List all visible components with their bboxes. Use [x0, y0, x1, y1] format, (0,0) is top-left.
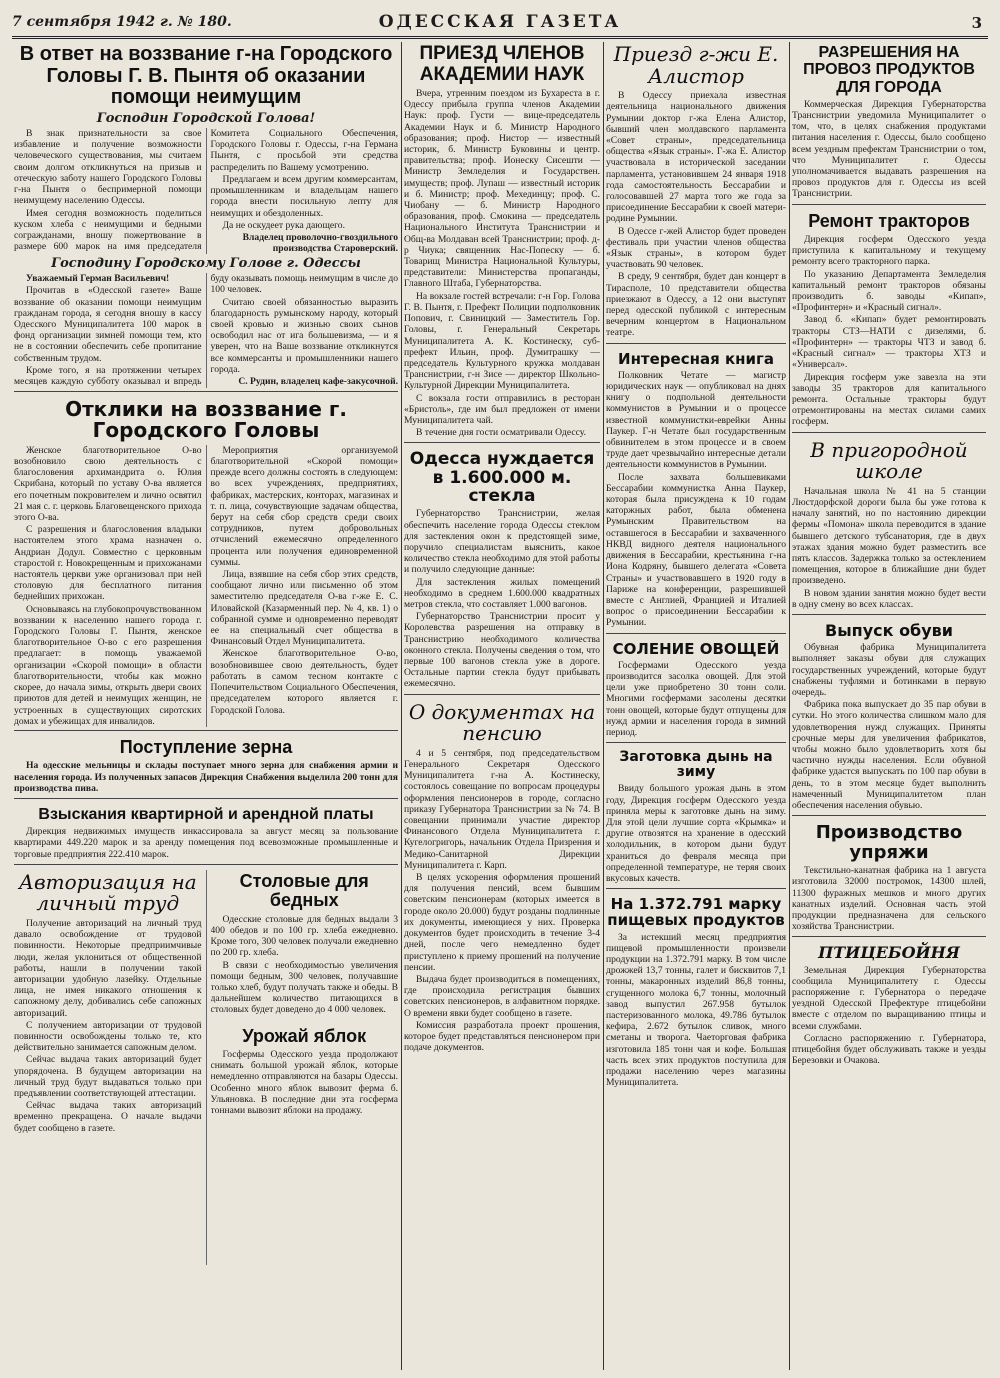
paragraph: Губернаторство Транснистрии просит у Королевства разрешения на отправку в Транснистрию необходимого количества оконного стекла. Получены сведения о том, что первые 100 вагонов стекла уже в дороге. Остальные партии стекла будут прибывать ежемесячно. [404, 611, 600, 690]
article-title: ПТИЦЕБОЙНЯ [818, 943, 960, 963]
article-title: Интересная книга [618, 349, 774, 368]
signature: Владелец проволочно-гвоздильного производства Староверский. [242, 231, 398, 254]
paragraph: Считаю своей обязанностью выразить благодарность румынскому народу, который своей кровью и жизнью своих сынов освободил нас от ига большевизма, — и я уверен, что на Ваше воззвание откликнутся все коммерсанты и промышленники нашего города. [210, 296, 398, 375]
paragraph: Лица, взявшие на себя сбор этих средств, сообщают лично или письменно об этом заместителю председателя О-ва г-же Е. С. Иловайской (Казарменный пер. № 4, кв. 1) о собранной сумме и одновременно переводят ее на специальный счет общества в Финансовый Отдел Муниципалитета. [210, 569, 398, 648]
paragraph: В Одессе г-жей Алистор будет проведен фестиваль при участии членов общества «Язык страны», в котором будет участвовать 90 человек. [606, 225, 786, 271]
paragraph: Мероприятия организуемой благотворительной «Скорой помощи» прежде всего должны состоять в следующем: во всех учреждениях, предприятиях, фабриках, мастерских, конторах, магазинах и т. п. лица, сочувствующие задачам общества, берут на себя сбор средств среди своих сотрудников, путем добровольных отчислений ежемесячно определенного процента или получения единовременной суммы. [210, 444, 398, 568]
paragraph: На вокзале гостей встречали: г-н Гор. Голова Г. В. Пынтя, г. Префект Полиции подполковник Попович, г. Свиницкий — Заместитель Гор. Головы, г. Генеральный Секретарь Муниципалитета А. К. Костинеску, суб-префект Ильин, проф. Думитрашку — председатель Культурного кружка молдаван Транснистрии, г-н Зисе — директор Школьно-Культурной Дирекции Муниципалитета. [404, 290, 600, 392]
letter-heading: Господину Городскому Голове г. Одессы [51, 255, 361, 271]
article-title: В пригородной школе [810, 437, 968, 484]
article-canteens [211, 870, 399, 1020]
article-title: Столовые для бедных [239, 870, 369, 911]
paragraph: 4 и 5 сентября, под председательством Генерального Секретаря Одесского Муниципалитета г-на А. Костинеску, состоялось совещание по вопросам процедуры оформления пенсионеров в городе, согласно приказу Губернатора Транснистрии за № 74. В совещании принимали участие директор Финансового Отдела Муниципалитета г. Кугелогригорь, начальник Отдела Призрения и Медико-Санитарной Дирекции Муниципалитета г. Карп. [404, 747, 600, 871]
paragraph: Да не оскудеет рука дающего. [222, 219, 345, 231]
paragraph: Обувная фабрика Муниципалитета выполняет заказы обуви для служащих государственных учреждений, которые будут снабжены туфлями и ботинками в первую очередь. [792, 642, 986, 699]
article-book [606, 349, 786, 634]
article-academy [404, 42, 600, 443]
paragraph: Губернаторство Транснистрии, желая обеспечить население города Одессы стеклом для застекления окон к предстоящей зиме, поручило специалистам выяснить, какое количество стекла необходимо для этой работы и получило следующие данные: [404, 508, 600, 576]
article-title: Поступление зерна [119, 736, 293, 757]
article-tractors [792, 210, 986, 433]
paragraph: Сейчас выдача таких авторизаций будет упорядочена. В будущем авторизации на личный труд будут выдаваться только при предъявлении соответствующей аттестации. [14, 1054, 202, 1100]
article-title: Заготовка дынь на зиму [619, 749, 773, 781]
paragraph: По указанию Департамента Земледелия капитальный ремонт тракторов обязаны производить б. заводы «Кипап», «Профинтерн» и «Красный сигнал». [792, 268, 986, 314]
article-shoes [792, 620, 986, 816]
letter-body [14, 273, 398, 387]
paragraph: В новом здании занятия можно будет вести в одну смену во всех классах. [792, 587, 986, 610]
page-number: 3 [971, 14, 982, 32]
paragraph: В течение дня гости осматривали Одессу. [416, 427, 586, 439]
paragraph: Имея сегодня возможность поделиться куском хлеба с неимущими и бедными согражданами, вношу пожертвование в размере 600 марок на имя председателя Комитета Социального Обеспечения, Городского Головы г. Одессы, г-на Германа Пынтя, с просьбой эти средства распределить по Вашему усмотрению. [14, 128, 398, 253]
paragraph: Дирекция недвижимых имуществ инкассировала за август месяц за пользование квартирами 449.220 марок и за аренду помещения под всевозможные промышленные и торговые предприятия 222.410 марок. [14, 826, 398, 860]
paragraph: Завод б. «Кипап» будет ремонтировать тракторы СТЗ—НАТИ с дизелями, б. «Профинтерн» — тракторы ЧТЗ и завод б. «Красный сигнал» — тракторы ХТЗ и «Универсал». [792, 314, 986, 371]
article-title: Приезд г-жи Е. Алистор [613, 42, 779, 88]
paragraph: Кроме того, я на протяжении четырех месяцев каждую субботу оказывал и впредь буду оказывать помощь неимущим в числе до 100 человек. [14, 273, 398, 388]
article-title: Выпуск обуви [825, 620, 953, 640]
paragraph: Ввиду большого урожая дынь в этом году, Дирекция госферм Одесского уезда приняла меры к заготовке дынь на зиму. Для этой цели лучшие сорта «Крымка» и другие отвозятся на хранение в одесский холодильник, в котором дыни будут храниться до февраля месяца при определенной температуре, не теряя своих вкусовых качеств. [606, 783, 786, 884]
paragraph: Прочитав в «Одесской газете» Ваше воззвание об оказании помощи неимущим гражданам города, я сегодня вношу в кассу Одесского Муниципалитета 100 марок в фонд организации зимней помощи тем, кто не в состоянии обеспечить себе пропитание собственным трудом. [14, 285, 202, 364]
column-4 [792, 42, 986, 1370]
paragraph: Предлагаем и всем другим коммерсантам, промышленникам и владельцам нашего города внести посильную лепту для неимущих и обездоленных. [210, 173, 398, 219]
paragraph: Получение авторизаций на личный труд давало освобождение от трудовой повинности. Некоторые предприимчивые люди, желая уклониться от общественной работы, нашли в получении такой авторизации удобную лазейку. Отдельные лица, не имея никакого отношения к сапожному делу, добивались себе сапожных авторизаций. [14, 918, 202, 1019]
article-poultry [792, 942, 986, 1070]
article-pension [404, 700, 600, 1058]
article-melons [606, 748, 786, 889]
paragraph: Начальная школа № 41 на 5 станции Люстдорфской дороги была бы уже готова к началу занятий, но по настоянию дирекции фермы «Помона» школа переводится в здание бывшего детского тубсанатория, где в двух этажах здания можно будет разместить все пять классов. Задержка только за остеклением помещения, которое в ближайшие дни будет произведено. [792, 485, 986, 587]
paragraph: Фабрика пока выпускает до 35 пар обуви в сутки. Но этого количества слишком мало для удовлетворения нужд служащих. Приняты срочные меры для увеличения фабрикатов, чтобы можно было удовлетворить хотя бы частично нужды населения. Если обувной фабрике удастся выпускать по 100 пар обуви в день, то в этом месяце будет выполнить намеченный Муниципалитетом план обеспечения населения обувью. [792, 699, 986, 812]
paragraph: Одесские столовые для бедных выдали 3 400 обедов и по 100 гр. хлеба ежедневно. Кроме того, 300 человек получали ежедневно по 200 гр. хлеба. [210, 913, 398, 959]
issue-date: 7 сентября 1942 г. № 180. [12, 14, 232, 30]
article-title: О документах на пенсию [408, 699, 596, 746]
paragraph: После захвата большевиками Бессарабии коммунистка Анна Паукер, которая была присуждена к 10 годам каторжных работ, была обменена Румынским Правительством на оставшегося в Бессарабии и захваченного НКВД видного деятеля национального движения в Бессарабии, крестьянина г-на Иона Кодряну, бывшего делегата «Совета Страны» и участвовавшего в 1920 году в Париже на конференции, разрешившей вместе с Англией, Францией и Италией вопрос о присоединении Бессарабии к Румынии. [606, 471, 786, 629]
article-vegetables [606, 639, 786, 744]
column-3 [606, 42, 786, 1370]
column-divider [401, 42, 402, 1370]
paragraph: Госфермы Одесского уезда продолжают снимать большой урожай яблок, которые немедленно отправляются на базары Одессы. Особенно много яблок вывозит ферма б. Ульяновка. В последние дни эта госферма тоннами вывозит яблоки на продажу. [210, 1048, 398, 1116]
article-title: Отклики на воззвание г. Городского Головы [65, 396, 347, 443]
paragraph: Для застекления жилых помещений необходимо в среднем 1.600.000 квадратных метров стекла, что составляет 1.000 вагонов. [404, 576, 600, 611]
paragraph: Комиссия разработала проект прошения, которое будет представляться пенсионером при подаче документов. [404, 1019, 600, 1054]
paragraph: Женское благотворительное О-во, возобновившее свою деятельность, будет работать в самом тесном контакте с Попечительством Социального Обеспечения, председателем которого является г. Городской Голова. [210, 648, 398, 716]
signature: С. Рудин, владелец кафе-закусочной. [238, 376, 398, 388]
paragraph: С получением авторизации от трудовой повинности освобождены только те, кто действительно занимается сапожным делом. [14, 1019, 202, 1054]
article-title: СОЛЕНИЕ ОВОЩЕЙ [612, 639, 780, 658]
article-appeal [14, 42, 398, 392]
article-title: РАЗРЕШЕНИЯ НА ПРОВОЗ ПРОДУКТОВ ДЛЯ ГОРОДА [803, 44, 975, 96]
column-divider [789, 42, 790, 1370]
paragraph: В целях ускорения оформления прошений для получения пенсий, всем бывшим советским пенсионерам (которых имеется в городе около 20.000) будут розданы подлинные их документы, имеющиеся у них. Проверка документов будет происходить в течение 3-4 дней, после чего немедленно будет приступлено к приему прошений на получение пенсии. [404, 872, 600, 973]
article-apples [211, 1025, 399, 1121]
paragraph: Дирекция госферм Одесского уезда приступила к капитальному и текущему ремонту всего тракторного парка. [792, 234, 986, 268]
paragraph: Коммерческая Дирекция Губернаторства Транснистрии уведомила Муниципалитет о том, что, в целях снабжения продуктами питания населения г. Одессы, было сообщено всем уездным префектам Транснистрии о том, что Муниципалитет г. Одессы уполномачивается выдавать разрешения на провоз продуктов для г. Одессы из всей Транснистрии. [792, 98, 986, 200]
article-school [792, 438, 986, 615]
article-body [14, 445, 398, 727]
paragraph: В среду, 9 сентября, будет дан концерт в Тирасполе, 10 представители общества приезжают в Одессу, а 12 они выступят перед одесской публикой с интересным вечерним концертом в Национальном театре. [606, 271, 786, 339]
paragraph: Сейчас выдача таких авторизаций временно прекращена. О начале выдачи будет сообщено в газете. [14, 1100, 202, 1134]
article-authorization [14, 870, 202, 1138]
article-rent [14, 804, 398, 865]
article-harness [792, 821, 986, 937]
article-title: Взыскания квартирной и арендной платы [38, 805, 374, 823]
paragraph: В Одессу приехала известная деятельница национального движения Румынии доктор г-жа Елена Алистор, бывший член молдавского парламента «Совет страны», председательница общества «Язык страны». Г-жа Е. Алистор участвовала в исторической заседании парламента, установившем 24 января 1918 года самостоятельность Бессарабии и голосовавшей 27 марта того же года за присоединение Бессарабии к своей матери-родине Румынии. [606, 90, 786, 225]
article-title: Урожай яблок [242, 1025, 367, 1046]
column-2 [404, 42, 600, 1370]
paragraph: Вчера, утренним поездом из Бухареста в г. Одессу прибыла группа членов Академии Наук: проф. Густи — вице-председатель Академии Наук и б. Министр Народного образования; проф. Нистор — известный историк, б. Министр Буковины и центр. правительства; проф. Ионеску Сисешти — Министр Земледелия и Государствен. имуществ; проф. Лупаш — известный историк и б. Министр; проф. Мехединцу; проф. С. Чиобану — б. Министр Народного образования, проф. Смокина — председатель Национального Института Транснистрии и Общ-ва Молдаван всей Транснистрии; проф. д-р Чиука; священник Нас-Попеску — б. Товарищ Министра Национальной Культуры, представители: Министерства пропаганды, Главного Штаба, Губернаторства. [404, 88, 600, 290]
paragraph: В связи с необходимостью увеличения помощи бедным, 300 человек, получавшие только хлеб, будут получать также и обеды. В дальнейшем количество питающихся в столовых будет доведено до 4 000 человек. [210, 959, 398, 1016]
article-food [606, 894, 786, 1092]
newspaper-title: ОДЕССКАЯ ГАЗЕТА [378, 12, 622, 32]
paragraph: С разрешения и благословения владыки настоятелем этого храма назначен о. Андриан Додул. Совместно с церковным старостой г. Новокрещенным и прихожанами настоятель церкви уже организовал при ней столовую для бесплатного питания беднейших прихожан. [14, 524, 202, 603]
paragraph: Основываясь на глубокопрочувствованном воззвании к населению нашего города г. Городского Головы Г. Пынтя, женское благотворительное О-во с его разрешения предлагает: в помощь уважаемой организации «Скорой помощи» в области благотворительности, чтобы как можно скорее, до начала зимы, открыть двери своих приютов для детей и неимущих женщин, не устроенных в существующих сиротских домах и убежищах для инвалидов. [14, 603, 202, 727]
article-title: ПРИЕЗД ЧЛЕНОВ АКАДЕМИИ НАУК [419, 43, 585, 85]
letter-heading: Господин Городской Голова! [96, 110, 316, 126]
article-title: Производство упряжи [815, 822, 963, 863]
paragraph: Текстильно-канатная фабрика на 1 августа изготовила 32000 постромок, 14300 шлей, 11300 фуражных мешков и много других канатных изделий. Основная часть этой продукции предназначена для сельского хозяйства Транснистрии. [792, 865, 986, 933]
article-title: Одесса нуждается в 1.600.000 м. стекла [409, 449, 595, 507]
letter-body [14, 128, 398, 254]
article-alistor [606, 42, 786, 344]
column-1 [14, 42, 398, 1370]
lower-section [14, 870, 398, 1265]
paragraph: Дирекция госферм уже завезла на эти заводы 35 тракторов для капитального ремонта. Остальные тракторы будут отремонтированы на местах силами самих госферм. [792, 371, 986, 428]
masthead [12, 10, 988, 39]
paragraph: За истекший месяц предприятия пищевой промышленности произвели продукции на 1.372.791 марку. В том числе дрожжей 13,7 тонны, галет и бисквитов 7,1 тонны, макаронных изделий 86,8 тонны, сгущенного молока 6,7 тонны, молочный завод выпустил 267.958 бутылок пастеризованного молока, 49.786 бутылок кефира, 2.672 бутылок сливок, много сметаны и творога. Чаеторговая фабрика изготовила 185 тонн чая и кофе. Большая часть всех этих продуктов поступила для продажи населению через магазины Муниципалитета. [606, 931, 786, 1089]
column-divider [603, 42, 604, 1370]
paragraph: Выдача будет производиться в помещениях, где происходила регистрация бывших советских пенсионеров, в алфавитном порядке. О времени явки будет сообщено в газете. [404, 973, 600, 1019]
paragraph: Госфермами Одесского уезда производится засолка овощей. Для этой цели уже приобретено 30 тонн соли. Многими госфермами засолены десятки тонн овощей, которые будут отпущены для нужд армии и населения города в зимний период. [606, 659, 786, 738]
article-title: На 1.372.791 марку пищевых продуктов [607, 895, 785, 930]
paragraph: На одесские мельницы и склады поступает много зерна для снабжения армии и населения города. Из полученных запасов Дирекция Снабжения выделила 200 тонн для производства пива. [14, 760, 398, 794]
paragraph: Уважаемый Герман Васильевич! [26, 273, 170, 285]
article-responses [14, 397, 398, 731]
paragraph: Полковник Четате — магистр юридических наук — опубликовал на днях книгу о подпольной деятельности коммунистов в Румынии и о процессе известной коммунистки-еврейки Анны Паукер. Г-н Четате был государственным обвинителем в этом процессе и в своем труде дает чрезвычайно интересные детали деятельности коммунистов в Румынии. [606, 369, 786, 471]
article-glass [404, 448, 600, 694]
paragraph: Земельная Дирекция Губернаторства сообщила Муниципалитету г. Одессы распоряжение г. Губернатора о передаче уездной Одесской Префектуре птицебойни вместе с отделом по выращиванию птицы и всеми службами. [792, 964, 986, 1032]
paragraph: В знак признательности за свое избавление и получение возможности человеческого существования, мы считаем своим долгом откликнуться на призыв и отеческую заботу нашего Городского Головы г-на Пынтя о беспримерной помощи неимущему населению Одессы. [14, 128, 202, 207]
paragraph: Женское благотворительное О-во возобновило свою деятельность с благословения архимандрита о. Юлия Скрибана, который по уставу О-ва является его почетным покровителем и лично освятил 21 мая с. г. церковь Благовещенского прихода этого О-ва. [14, 444, 202, 524]
article-title: Авторизация на личный труд [18, 869, 197, 916]
paragraph: Согласно распоряжению г. Губернатора, птицебойня будет обслуживать также и уезды Березовки и Очакова. [792, 1032, 986, 1067]
paragraph: С вокзала гости отправились в ресторан «Бристоль», где им был предложен от имени Муниципалитета чай. [404, 392, 600, 426]
article-grain [14, 736, 398, 799]
article-permits [792, 42, 986, 205]
article-title: Ремонт тракторов [808, 210, 970, 231]
article-title: В ответ на воззвание г-на Городского Головы Г. В. Пынтя об оказании помощи неимущим [19, 43, 393, 109]
